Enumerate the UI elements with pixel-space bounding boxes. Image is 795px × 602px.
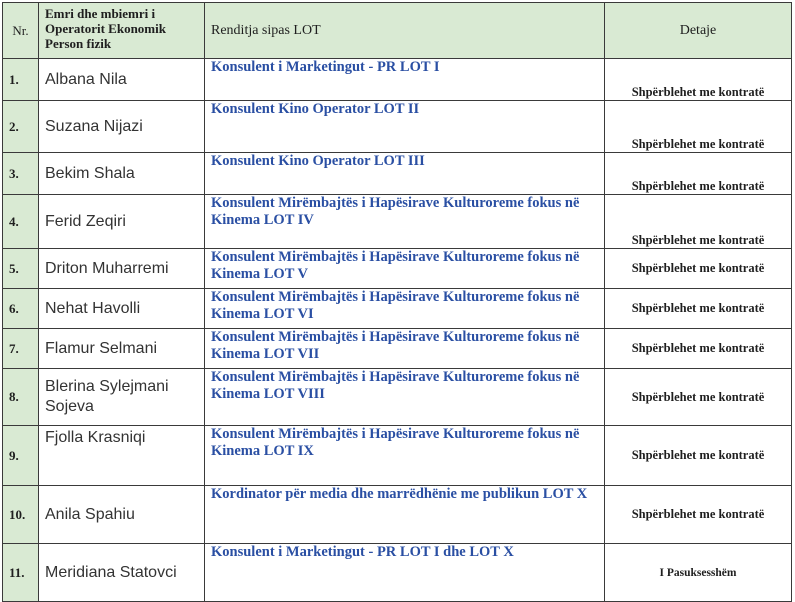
table-row [3, 486, 792, 544]
header-row [3, 3, 792, 59]
operator-name: Anila Spahiu [39, 486, 205, 544]
lot-assignment: Kordinator për media dhe marrëdhënie me publikun LOT X [205, 486, 605, 544]
table-row [3, 426, 792, 486]
operator-name: Suzana Nijazi [39, 101, 205, 153]
table-row [3, 289, 792, 329]
lot-assignment: Konsulent i Marketingut - PR LOT I dhe LOT X [205, 544, 605, 602]
table-row [3, 544, 792, 602]
operator-name: Ferid Zeqiri [39, 195, 205, 249]
table-row [3, 329, 792, 369]
row-number: 5. [3, 249, 39, 289]
lot-assignment: Konsulent Mirëmbajtës i Hapësirave Kulturoreme fokus në Kinema LOT VIII [205, 369, 605, 426]
lot-assignment: Konsulent Mirëmbajtës i Hapësirave Kulturoreme fokus në Kinema LOT VII [205, 329, 605, 369]
row-number: 11. [3, 544, 39, 602]
lot-assignment: Konsulent Mirëmbajtës i Hapësirave Kulturoreme fokus në Kinema LOT V [205, 249, 605, 289]
operator-name: Fjolla Krasniqi [39, 426, 205, 486]
lot-assignment: Konsulent Mirëmbajtës i Hapësirave Kulturoreme fokus në Kinema LOT IX [205, 426, 605, 486]
row-number: 8. [3, 369, 39, 426]
details-cell: Shpërblehet me kontratë [605, 329, 792, 369]
row-number: 1. [3, 59, 39, 101]
lot-assignment: Konsulent Mirëmbajtës i Hapësirave Kulturoreme fokus në Kinema LOT VI [205, 289, 605, 329]
details-cell: Shpërblehet me kontratë [605, 59, 792, 101]
details-cell: Shpërblehet me kontratë [605, 289, 792, 329]
lot-assignment: Konsulent i Marketingut - PR LOT I [205, 59, 605, 101]
row-number: 6. [3, 289, 39, 329]
results-table [2, 2, 792, 602]
header-lot: Renditja sipas LOT [205, 3, 605, 59]
details-cell: Shpërblehet me kontratë [605, 426, 792, 486]
lot-assignment: Konsulent Mirëmbajtës i Hapësirave Kulturoreme fokus në Kinema LOT IV [205, 195, 605, 249]
row-number: 10. [3, 486, 39, 544]
table-row [3, 195, 792, 249]
details-cell: Shpërblehet me kontratë [605, 101, 792, 153]
details-cell: I Pasuksesshëm [605, 544, 792, 602]
row-number: 2. [3, 101, 39, 153]
row-number: 7. [3, 329, 39, 369]
operator-name: Nehat Havolli [39, 289, 205, 329]
operator-name: Blerina Sylejmani Sojeva [39, 369, 205, 426]
details-cell: Shpërblehet me kontratë [605, 249, 792, 289]
details-cell: Shpërblehet me kontratë [605, 195, 792, 249]
row-number: 9. [3, 426, 39, 486]
header-nr: Nr. [3, 3, 39, 59]
table-row [3, 101, 792, 153]
lot-assignment: Konsulent Kino Operator LOT III [205, 153, 605, 195]
table-row [3, 153, 792, 195]
operator-name: Driton Muharremi [39, 249, 205, 289]
operator-name: Flamur Selmani [39, 329, 205, 369]
lot-assignment: Konsulent Kino Operator LOT II [205, 101, 605, 153]
operator-name: Albana Nila [39, 59, 205, 101]
details-cell: Shpërblehet me kontratë [605, 486, 792, 544]
row-number: 4. [3, 195, 39, 249]
header-name: Emri dhe mbiemri i Operatorit Ekonomik Person fizik [39, 3, 205, 59]
operator-name: Bekim Shala [39, 153, 205, 195]
table-row [3, 59, 792, 101]
row-number: 3. [3, 153, 39, 195]
header-details: Detaje [605, 3, 792, 59]
details-cell: Shpërblehet me kontratë [605, 153, 792, 195]
operator-name: Meridiana Statovci [39, 544, 205, 602]
table-row [3, 369, 792, 426]
details-cell: Shpërblehet me kontratë [605, 369, 792, 426]
table-row [3, 249, 792, 289]
